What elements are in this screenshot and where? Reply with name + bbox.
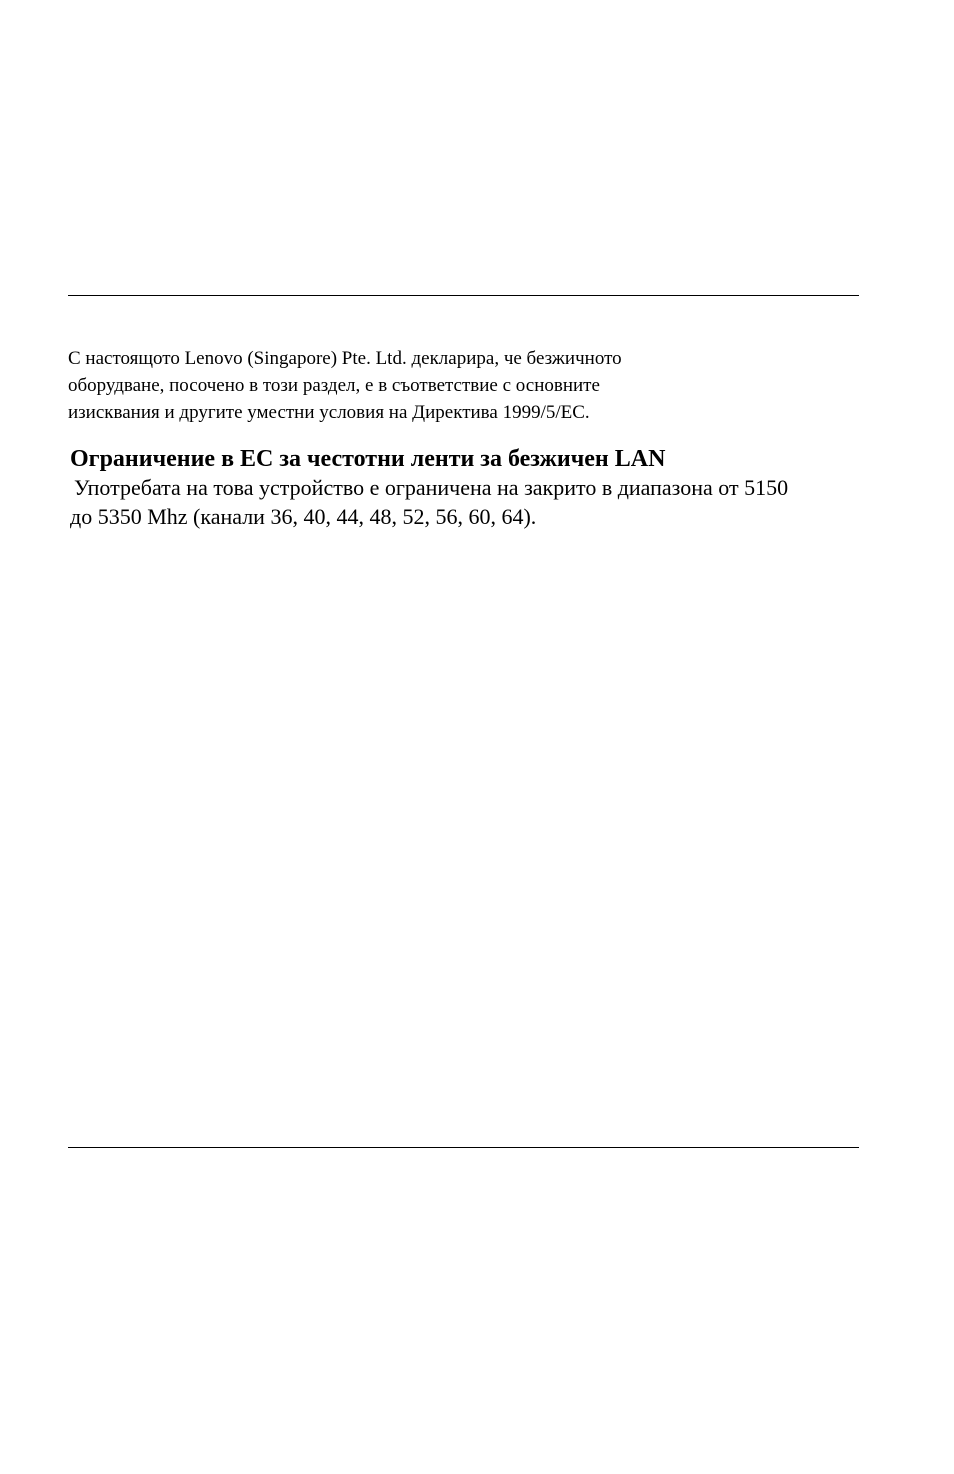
declaration-line: оборудване, посочено в този раздел, е в съответствие с основните <box>68 375 600 396</box>
declaration-paragraph <box>68 345 828 426</box>
section-heading: Ограничение в EC за честотни ленти за безжичен LAN <box>70 446 666 472</box>
section-body-line: до 5350 Mhz (канали 36, 40, 44, 48, 52, 56, 60, 64). <box>70 504 537 529</box>
section-body-line: Употребата на това устройство е ограничена на закрито в диапазона от 5150 <box>74 475 789 500</box>
declaration-line: изисквания и другите уместни условия на Директива 1999/5/EC. <box>68 402 590 423</box>
top-divider <box>68 295 859 296</box>
declaration-line: С настоящото Lenovo (Singapore) Pte. Ltd. декларира, че безжичното <box>68 348 622 369</box>
bottom-divider <box>68 1147 859 1148</box>
section-body <box>70 473 870 531</box>
